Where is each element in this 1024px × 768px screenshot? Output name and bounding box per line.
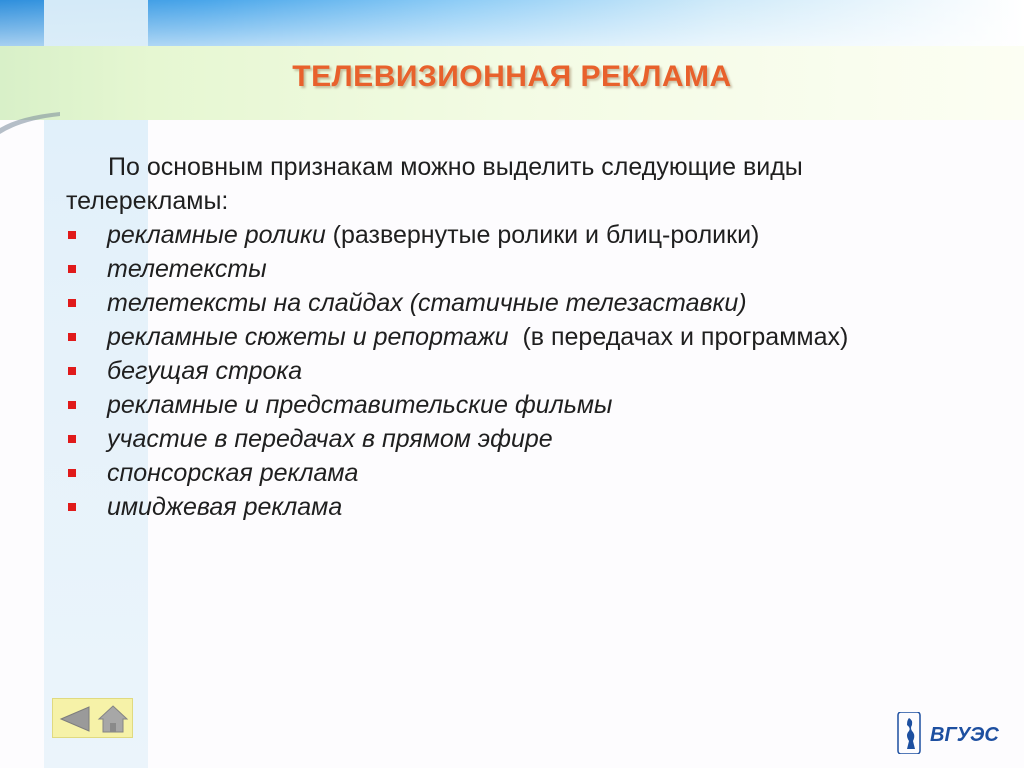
bullet-square-icon: [68, 503, 76, 511]
svg-text:ВГУЭС: ВГУЭС: [930, 724, 999, 746]
ad-types-list: [66, 218, 966, 524]
header-gradient-band: [0, 0, 1024, 48]
university-logo: [896, 712, 1006, 754]
list-item: бегущая строка: [66, 354, 966, 388]
list-item: рекламные ролики (развернутые ролики и блиц-ролики): [66, 218, 966, 252]
bullet-square-icon: [68, 435, 76, 443]
list-item: рекламные и представительские фильмы: [66, 388, 966, 422]
list-item: рекламные сюжеты и репортажи (в передачах и программах): [66, 320, 966, 354]
bullet-square-icon: [68, 231, 76, 239]
bullet-square-icon: [68, 333, 76, 341]
bullet-square-icon: [68, 265, 76, 273]
slide-title: ТЕЛЕВИЗИОННАЯ РЕКЛАМА: [292, 60, 732, 93]
bullet-square-icon: [68, 401, 76, 409]
title-swoosh-decor: [0, 112, 60, 134]
slide-content: [66, 150, 966, 524]
home-icon[interactable]: [97, 704, 129, 734]
navigation-panel: [52, 698, 133, 738]
list-item: телетексты на слайдах (статичные телезаставки): [66, 286, 966, 320]
list-item: телетексты: [66, 252, 966, 286]
back-arrow-icon[interactable]: [59, 705, 91, 733]
intro-paragraph: По основным признакам можно выделить следующие виды телерекламы:: [66, 153, 803, 215]
bullet-square-icon: [68, 469, 76, 477]
list-item: имиджевая реклама: [66, 490, 966, 524]
list-item: участие в передачах в прямом эфире: [66, 422, 966, 456]
bullet-square-icon: [68, 299, 76, 307]
list-item: спонсорская реклама: [66, 456, 966, 490]
bullet-square-icon: [68, 367, 76, 375]
